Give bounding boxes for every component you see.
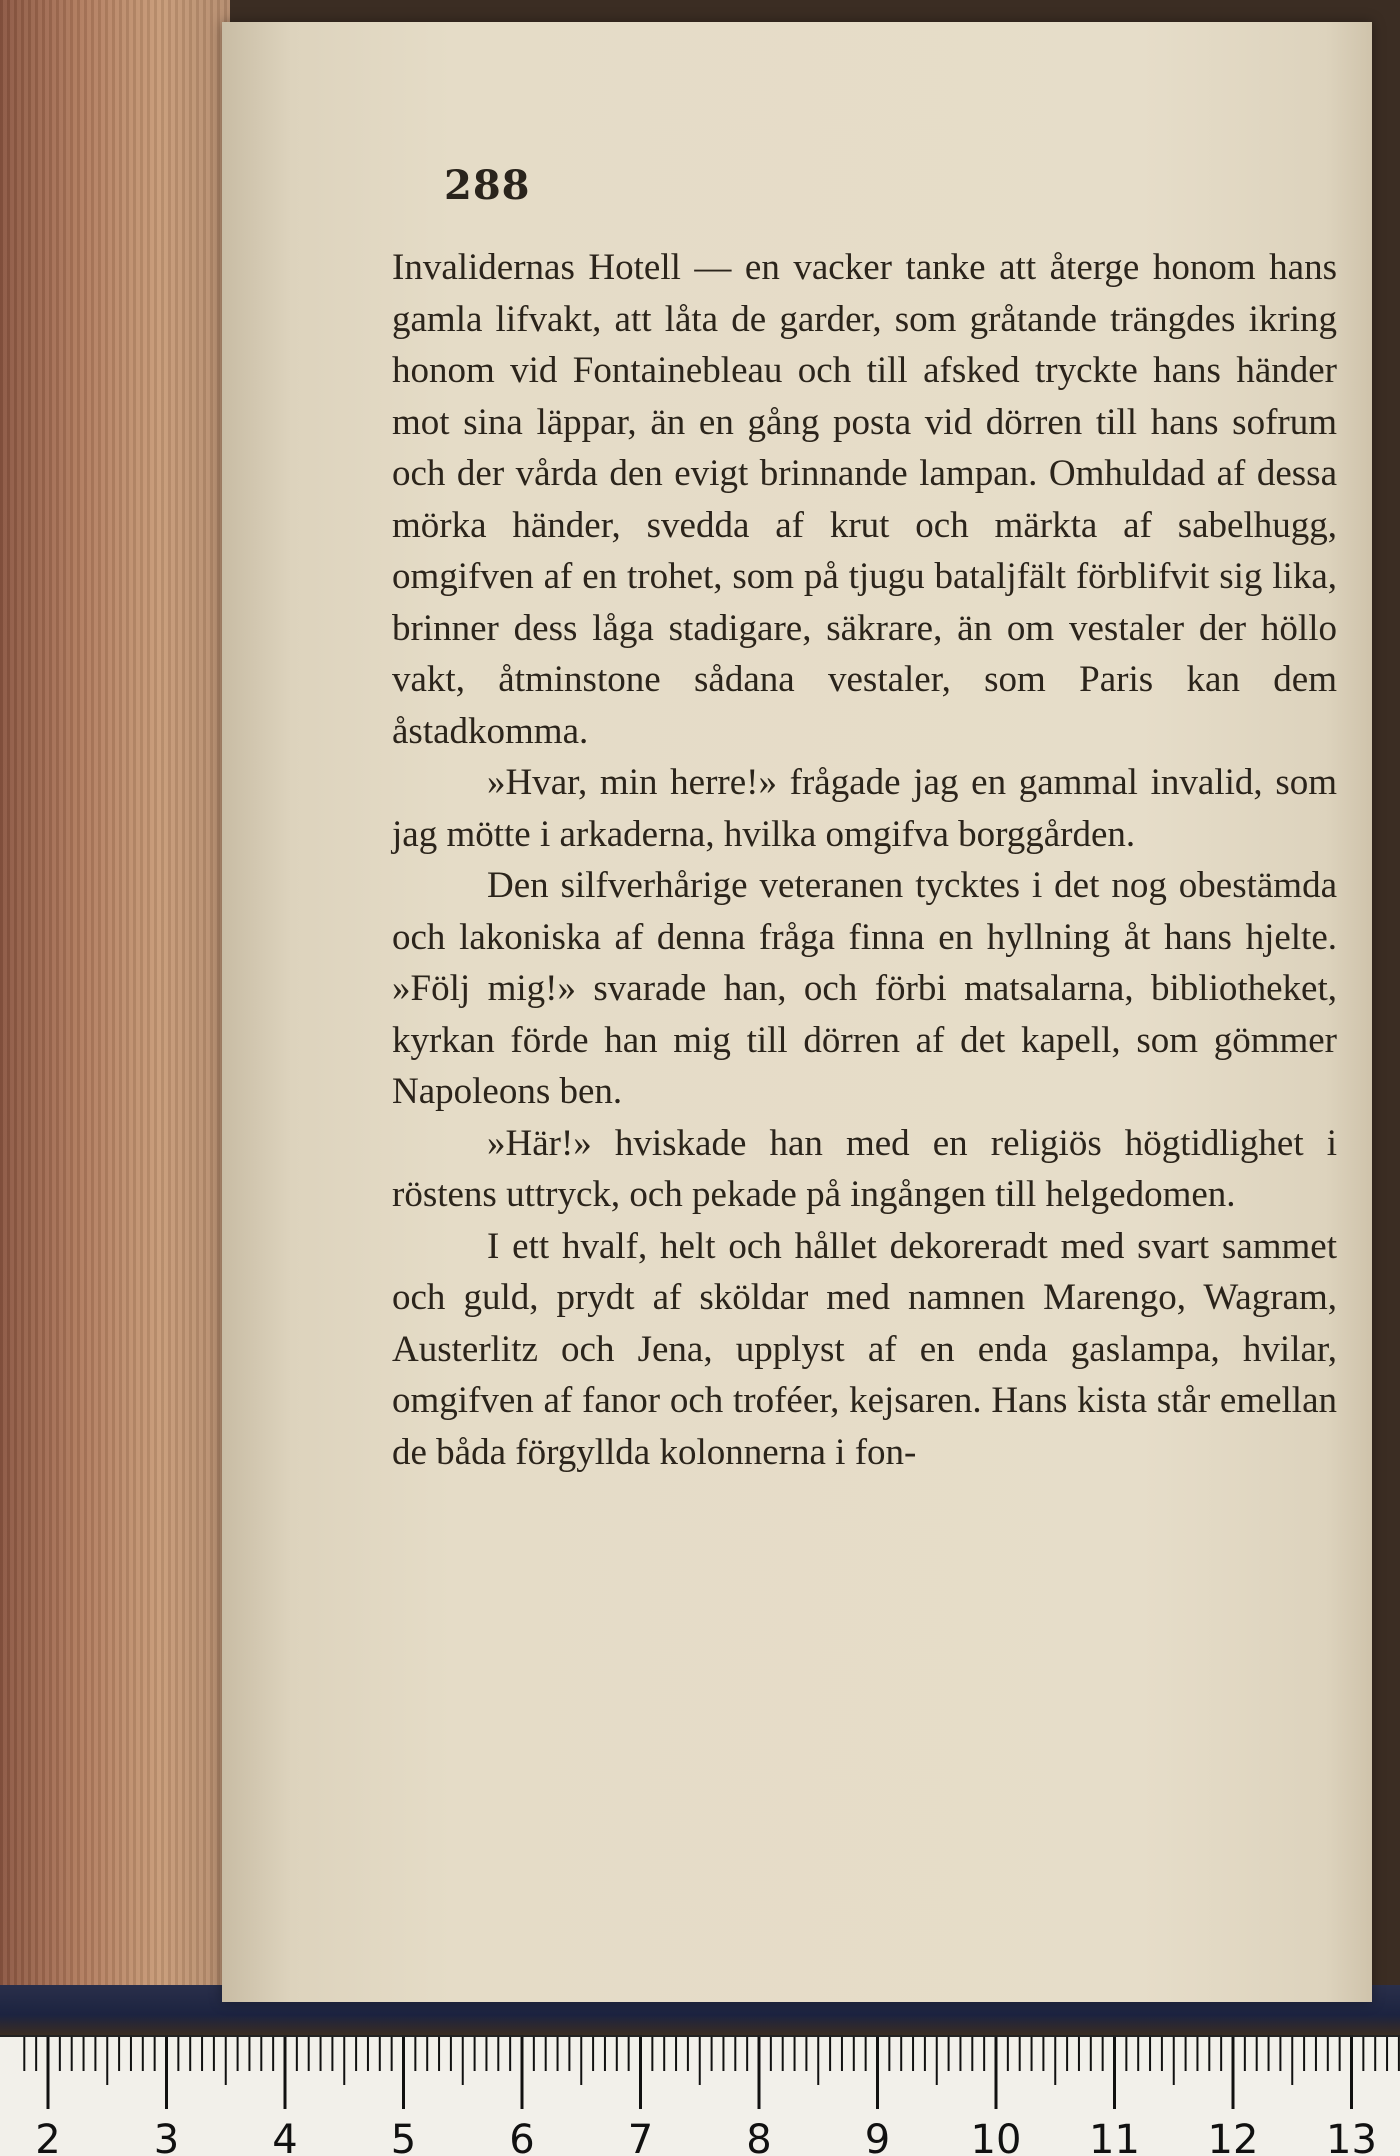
ruler-label: 3	[153, 2117, 180, 2156]
book-page-edges	[0, 0, 230, 2020]
ruler-label: 5	[390, 2117, 417, 2156]
ruler-label: 8	[746, 2117, 772, 2156]
ruler-label: 12	[1207, 2117, 1259, 2156]
page-number: 288	[444, 162, 531, 209]
paragraph-2: »Hvar, min herre!» frågade jag en gammal invalid, som jag mötte i arkaderna, hvilka omgifva borggården.	[392, 762, 1337, 855]
ruler-label: 4	[272, 2117, 298, 2156]
ruler-label: 11	[1089, 2117, 1140, 2156]
paragraph-1: Invalidernas Hotell — en vacker tanke att återge honom hans gamla lifvakt, att låta de garder, som gråtande trängdes ikring honom vid Fontainebleau och till afsked tryckte hans händer mot sina läppar, än en gång posta vid dörren till hans sofrum och der vårda den evigt brinnande lampan. Omhuldad af dessa mörka händer, svedda af krut och märkta af sabelhugg, omgifven af en trohet, som på tjugu bataljfält förblifvit sig lika, brinner dess låga stadigare, säkrare, än om vestaler der höllo vakt, åtminstone sådana vestaler, som Paris kan dem åstadkomma.	[392, 247, 1337, 752]
ruler-label: 10	[970, 2117, 1022, 2156]
ruler-label: 13	[1326, 2117, 1377, 2156]
ruler-label: 9	[864, 2117, 891, 2156]
paragraph-4: »Här!» hviskade han med en religiös högtidlighet i röstens uttryck, och pekade på ingången till helgedomen.	[392, 1122, 1337, 1215]
paragraph-5: I ett hvalf, helt och hållet dekoreradt med svart sammet och guld, prydt af sköldar med namnen Marengo, Wagram, Austerlitz och Jena, upplyst af en enda gaslampa, hvilar, omgifven af fanor och troféer, kejsaren. Hans kista står emellan de båda förgyllda kolonnerna i fon-	[392, 1225, 1337, 1473]
measurement-ruler	[0, 2035, 1400, 2156]
ruler-ticks	[0, 2037, 1400, 2156]
ruler-label: 2	[35, 2117, 61, 2156]
ruler-label: 7	[627, 2117, 654, 2156]
book-page	[222, 22, 1372, 2002]
ruler-label: 6	[509, 2117, 535, 2156]
paragraph-3: Den silfverhårige veteranen tycktes i det nog obestämda och lakoniska af denna fråga finna en hyllning åt hans hjelte. »Följ mig!» svarade han, och förbi matsalarna, bibliotheket, kyrkan förde han mig till dörren af det kapell, som gömmer Napoleons ben.	[392, 865, 1337, 1112]
page-text	[392, 242, 1337, 1478]
